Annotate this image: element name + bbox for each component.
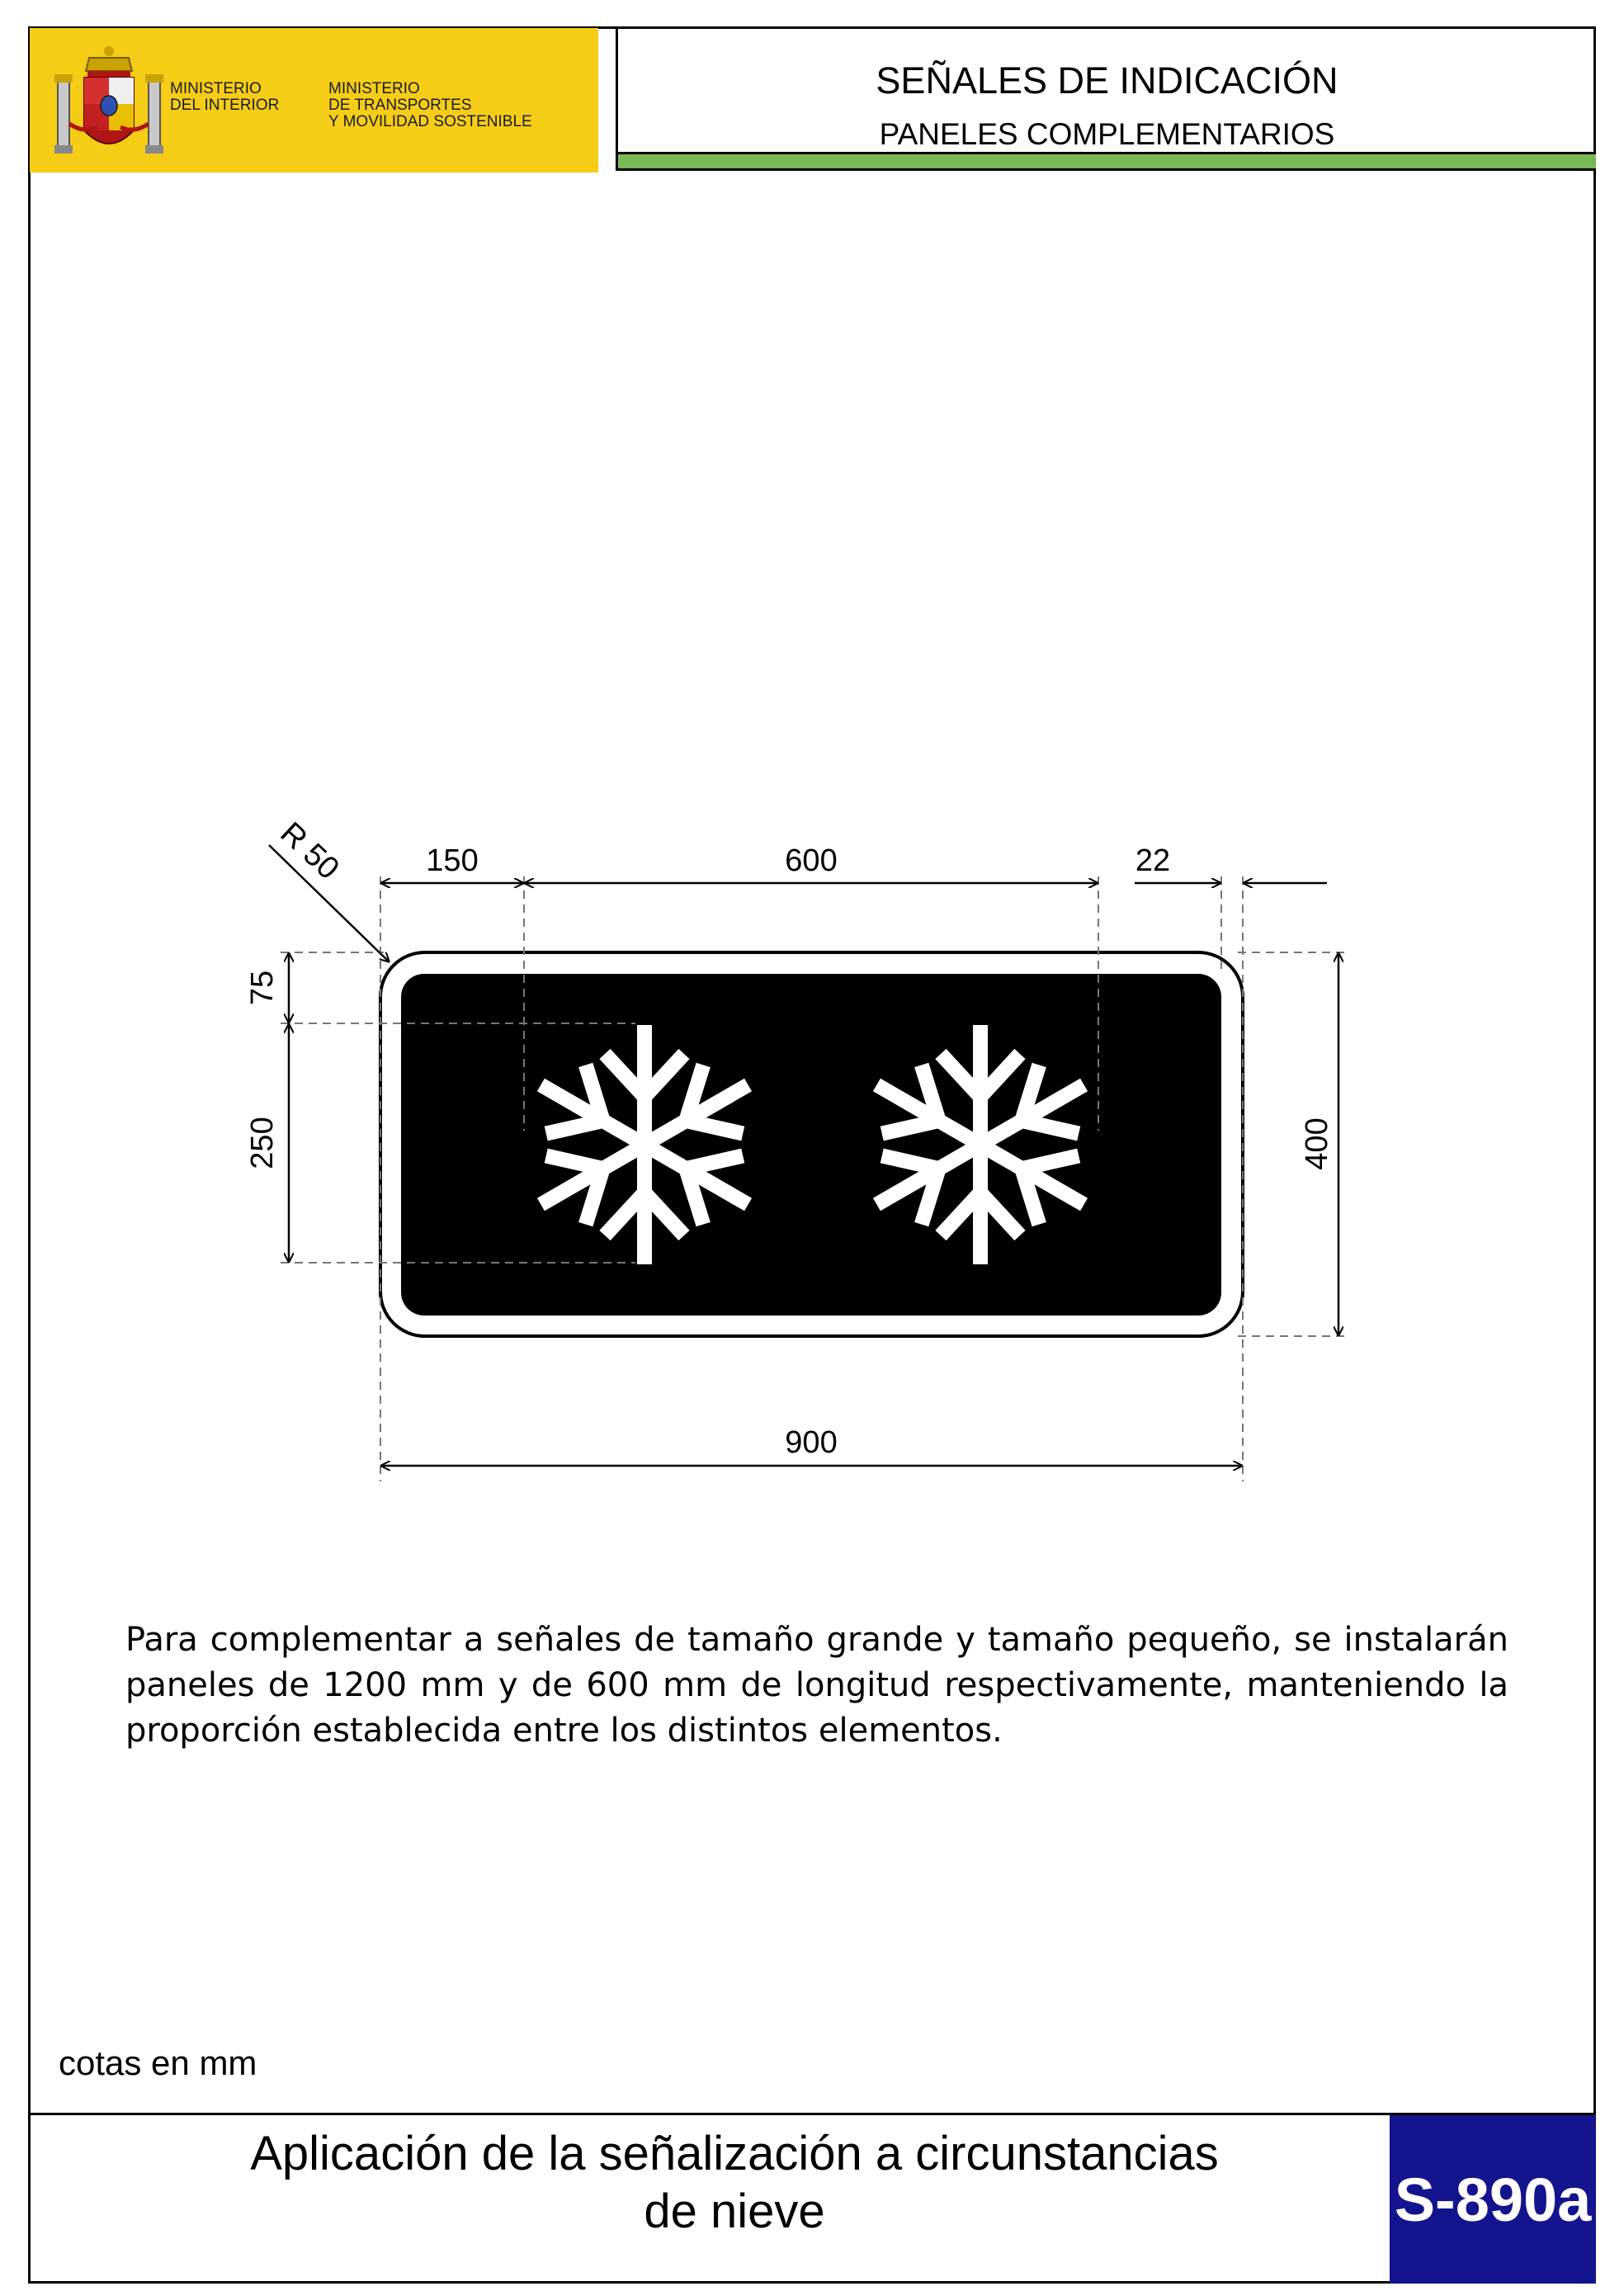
dim-900-label: 900 — [785, 1425, 838, 1460]
footer-divider — [28, 2113, 1596, 2115]
footer-title: Aplicación de la señalización a circunstancias de nieve — [250, 2127, 1219, 2238]
units-note: cotas en mm — [59, 2043, 257, 2082]
dim-600-label: 600 — [785, 843, 838, 878]
dim-75-label: 75 — [245, 970, 280, 1006]
page-title: SEÑALES DE INDICACIÓN — [876, 59, 1338, 102]
dim-400-label: 400 — [1300, 1117, 1334, 1170]
page-subtitle: PANELES COMPLEMENTARIOS — [879, 117, 1335, 151]
dim-250-label: 250 — [245, 1117, 280, 1169]
ministry-transport-label: MINISTERIO DE TRANSPORTES Y MOVILIDAD SOSTENIBLE — [328, 80, 532, 130]
instruction-note: Para complementar a señales de tamaño grande y tamaño pequeño, se instalarán paneles de 1200 mm y de 600 mm de longitud respectivamente, manteniendo la proporción establecida entre los distintos elementos. — [125, 1621, 1508, 1750]
ministry-interior-label: MINISTERIO DEL INTERIOR — [170, 80, 280, 114]
sign-code-badge: S-890a — [1390, 2115, 1596, 2284]
radius-label: R 50 — [273, 815, 346, 886]
dim-22-label: 22 — [1135, 843, 1171, 878]
panel-inner — [401, 974, 1221, 1316]
dim-150-label: 150 — [426, 843, 479, 878]
